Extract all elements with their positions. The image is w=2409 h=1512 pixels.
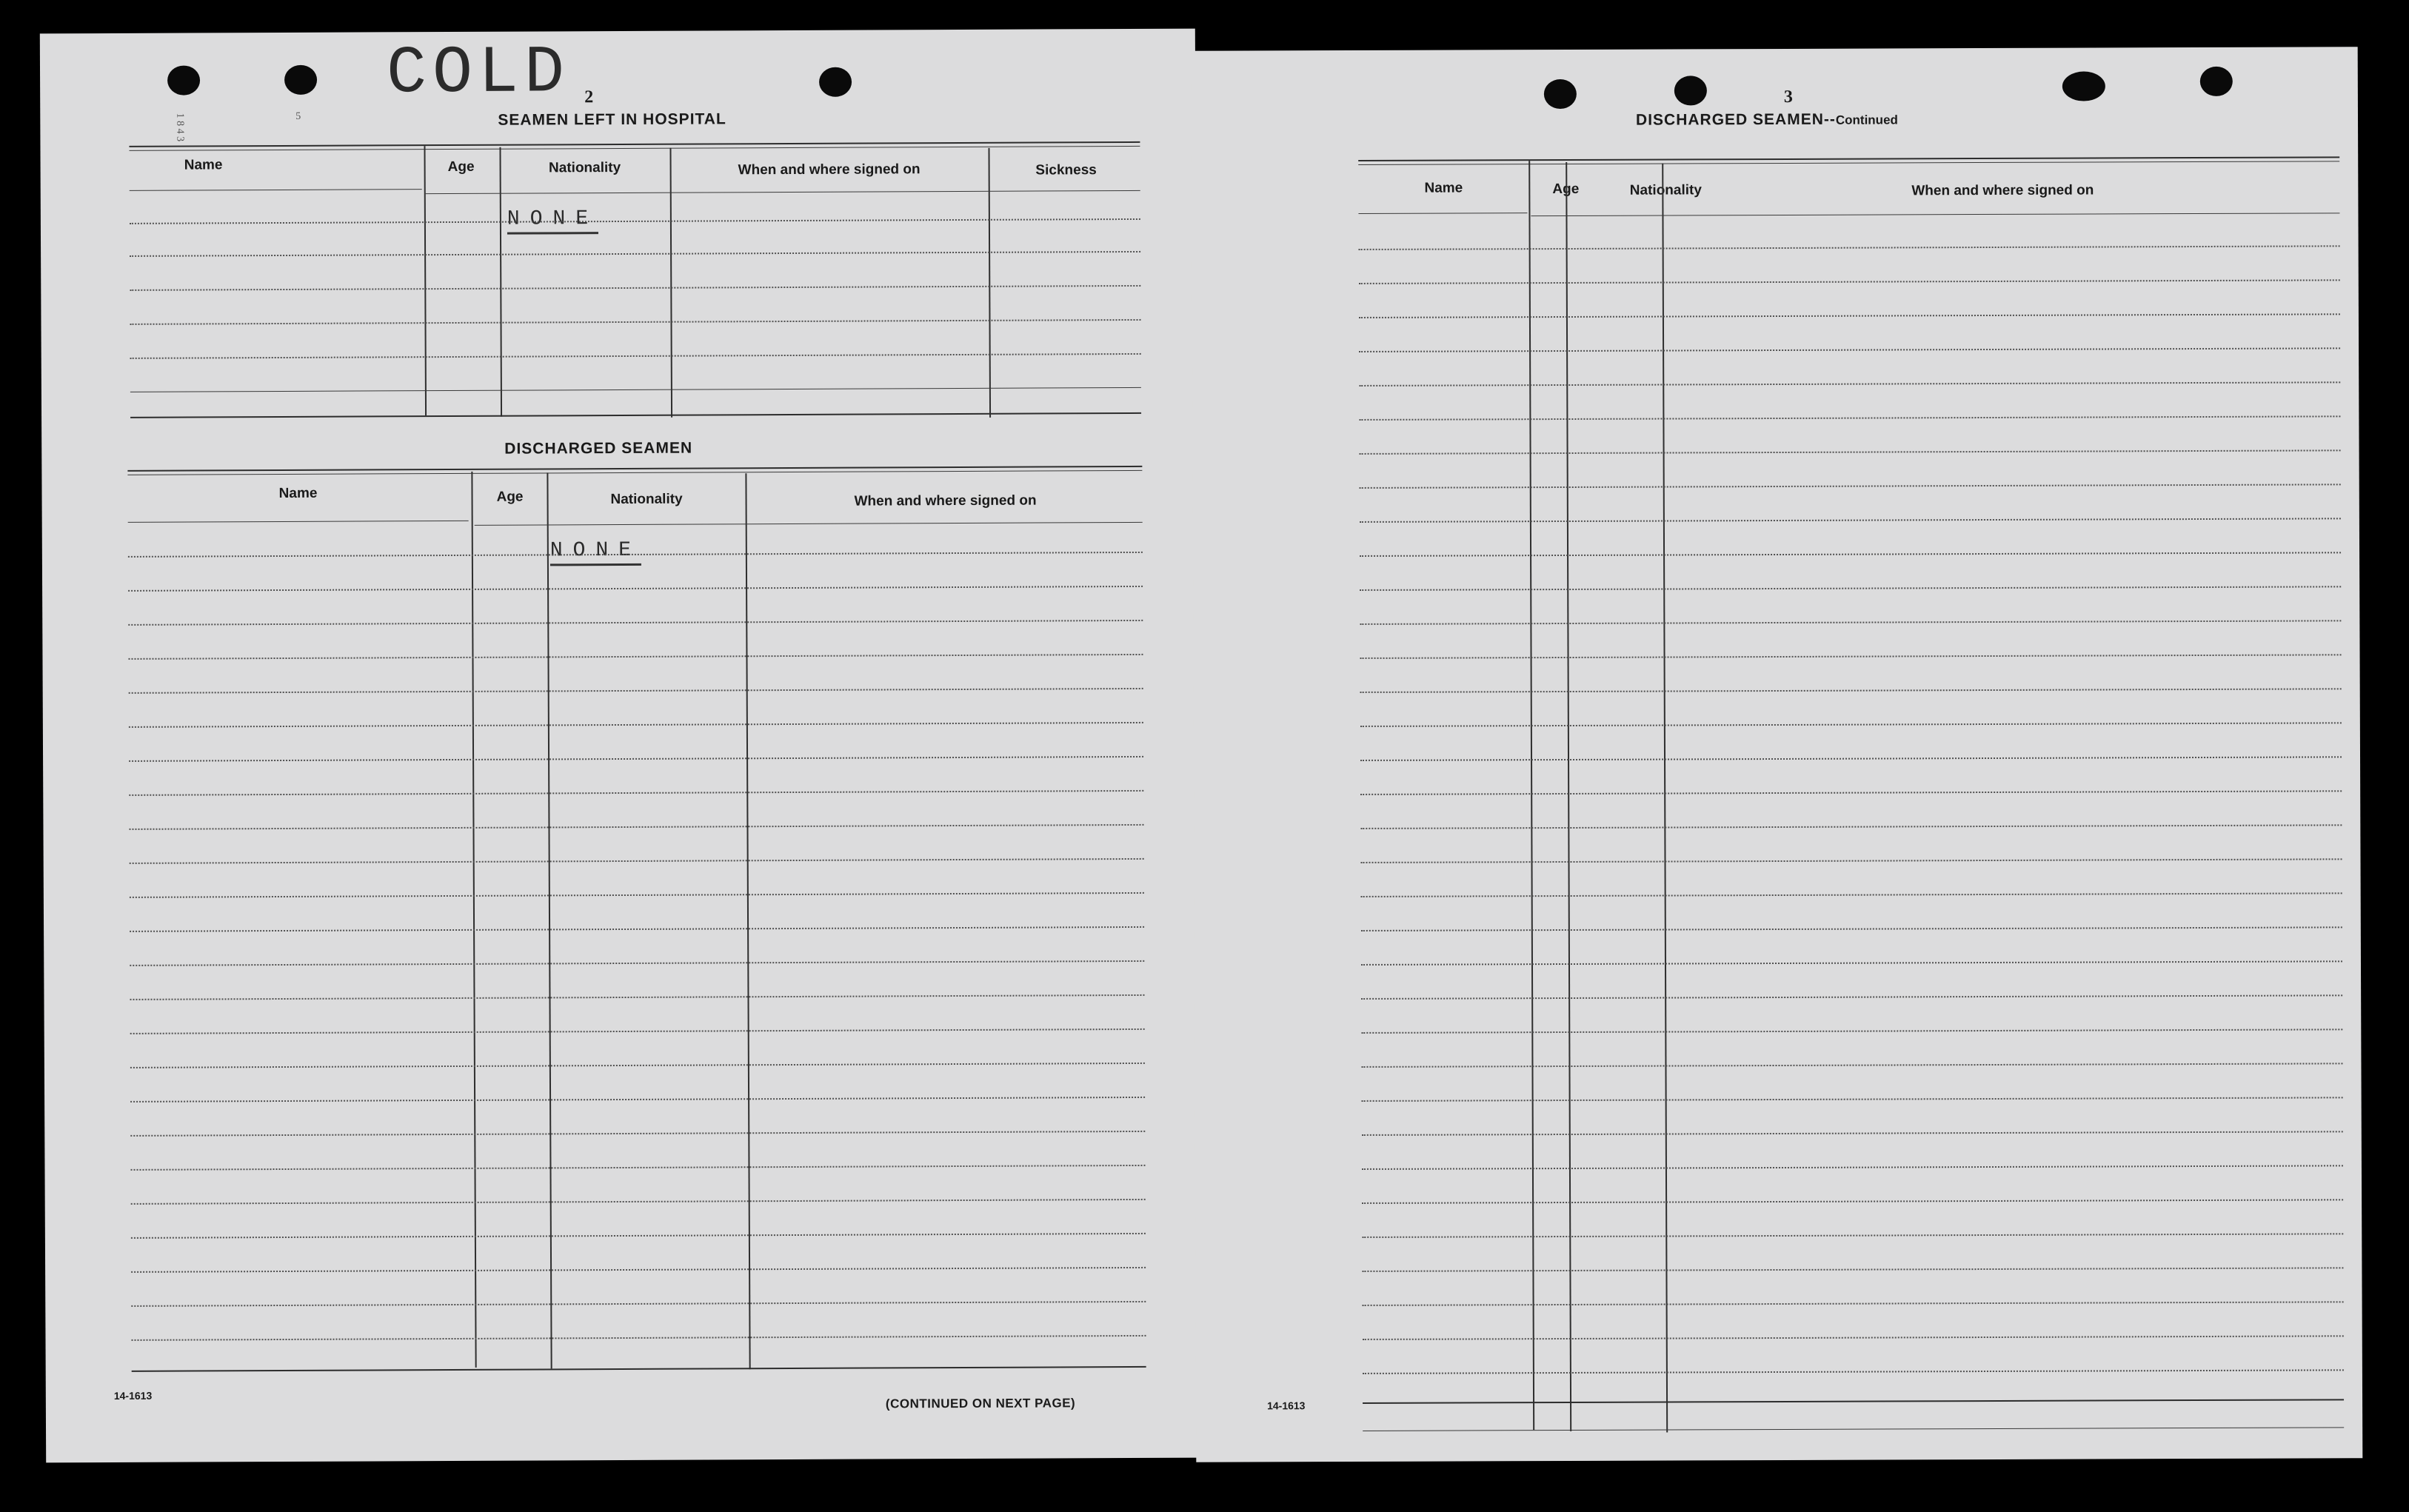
table-row — [1360, 552, 2341, 557]
table-row — [129, 756, 1143, 762]
punch-hole — [819, 67, 852, 97]
table-row — [1363, 1335, 2344, 1340]
column-divider — [499, 147, 502, 417]
column-header-signed-on: When and where signed on — [738, 161, 921, 178]
column-header-age: Age — [1552, 181, 1580, 198]
table-row — [1362, 1267, 2343, 1272]
column-divider — [471, 472, 476, 1368]
table-row — [130, 1131, 1145, 1137]
table-row — [130, 960, 1144, 966]
table-row — [129, 722, 1143, 728]
table-row — [131, 1233, 1146, 1239]
table-row — [1359, 347, 2340, 352]
table-row — [1360, 756, 2342, 761]
right-page — [1192, 47, 2363, 1462]
form-number: 14-1613 — [1267, 1399, 1306, 1412]
table-row — [1360, 790, 2342, 795]
page-number: 3 — [1783, 87, 1793, 107]
section-title-hospital: SEAMEN LEFT IN HOSPITAL — [498, 110, 726, 129]
punch-hole — [2200, 67, 2233, 96]
table-row — [128, 586, 1143, 592]
table-row — [131, 1267, 1146, 1273]
table-row — [129, 790, 1143, 796]
column-divider — [988, 148, 991, 418]
table-row — [1360, 518, 2341, 523]
table-row — [1360, 586, 2341, 591]
hospital-entry: NONE — [507, 207, 598, 235]
header-underline — [128, 521, 469, 523]
table-row — [1362, 1165, 2343, 1170]
table-row — [130, 926, 1144, 932]
table-row — [1361, 892, 2342, 897]
table-top-rule — [1358, 161, 2339, 165]
table-row — [130, 1097, 1145, 1103]
column-header-age: Age — [496, 489, 524, 505]
table-row — [1360, 824, 2342, 829]
table-row — [1359, 245, 2340, 250]
table-row — [130, 858, 1144, 864]
punch-hole — [167, 65, 200, 95]
column-divider — [424, 146, 427, 415]
table-row — [131, 1301, 1146, 1307]
table-row — [1362, 1233, 2343, 1238]
header-underline — [130, 189, 422, 191]
punch-hole — [1674, 76, 1707, 105]
column-header-signed-on: When and where signed on — [854, 492, 1037, 509]
column-header-nationality: Nationality — [610, 491, 683, 508]
table-row — [1359, 381, 2340, 387]
table-row — [1360, 449, 2341, 455]
table-row — [130, 1028, 1145, 1034]
header-underline — [426, 190, 1140, 194]
table-row — [129, 824, 1143, 830]
punch-hole — [1544, 79, 1577, 109]
page-number: 2 — [584, 87, 594, 107]
table-row — [1359, 415, 2340, 421]
table-row — [131, 1335, 1146, 1341]
punch-hole — [2062, 71, 2105, 101]
table-bottom-rule — [1363, 1399, 2344, 1404]
table-bottom-rule — [1363, 1427, 2344, 1431]
table-row — [1363, 1301, 2344, 1306]
column-header-name: Name — [278, 485, 318, 502]
column-header-nationality: Nationality — [1629, 182, 1702, 198]
column-header-nationality: Nationality — [548, 159, 621, 176]
table-row — [1361, 926, 2342, 931]
table-row — [130, 892, 1144, 898]
header-underline — [475, 522, 1143, 526]
table-row — [1362, 1199, 2343, 1204]
table-row — [128, 620, 1143, 626]
table-row — [130, 994, 1144, 1000]
table-row — [128, 654, 1143, 660]
discharged-entry: NONE — [550, 539, 641, 566]
table-row — [1361, 994, 2342, 1000]
left-page — [40, 29, 1201, 1463]
table-row — [1360, 722, 2342, 727]
continued-note: (CONTINUED ON NEXT PAGE) — [885, 1396, 1076, 1411]
table-top-rule — [1358, 156, 2339, 161]
table-row — [1360, 484, 2341, 489]
column-header-sickness: Sickness — [1035, 162, 1097, 178]
table-row — [1360, 654, 2342, 659]
column-header-name: Name — [1424, 180, 1463, 196]
section-title-continued: DISCHARGED SEAMEN--Continued — [1635, 110, 1898, 129]
table-row — [131, 1199, 1146, 1205]
table-row — [130, 1165, 1145, 1171]
table-row — [1361, 960, 2342, 966]
table-row — [1361, 858, 2342, 863]
column-divider — [1566, 162, 1571, 1431]
table-row — [1361, 1028, 2342, 1034]
table-row — [1361, 1063, 2342, 1068]
table-row — [1360, 688, 2342, 693]
table-row — [1359, 313, 2340, 318]
header-underline — [1358, 213, 1527, 214]
table-row — [130, 1063, 1145, 1068]
table-row — [1362, 1131, 2343, 1136]
column-header-age: Age — [447, 158, 475, 175]
section-title-discharged: DISCHARGED SEAMEN — [504, 439, 693, 458]
punch-hole — [284, 65, 317, 95]
table-bottom-rule — [132, 1366, 1146, 1372]
table-row — [1359, 279, 2340, 284]
table-row — [1362, 1097, 2343, 1102]
form-number: 14-1613 — [113, 1389, 153, 1402]
column-header-signed-on: When and where signed on — [1911, 182, 2094, 199]
table-row — [1360, 620, 2341, 625]
column-header-name: Name — [184, 157, 223, 173]
column-divider — [1662, 164, 1668, 1433]
table-row — [1363, 1369, 2344, 1374]
margin-mark: 5 — [295, 110, 301, 122]
margin-mark: 1 8 4 3 — [174, 113, 186, 142]
table-row — [129, 688, 1143, 694]
column-divider — [547, 472, 552, 1368]
column-divider — [669, 148, 672, 418]
header-underline — [1531, 213, 2339, 216]
stamp-text: COLD — [386, 36, 571, 113]
